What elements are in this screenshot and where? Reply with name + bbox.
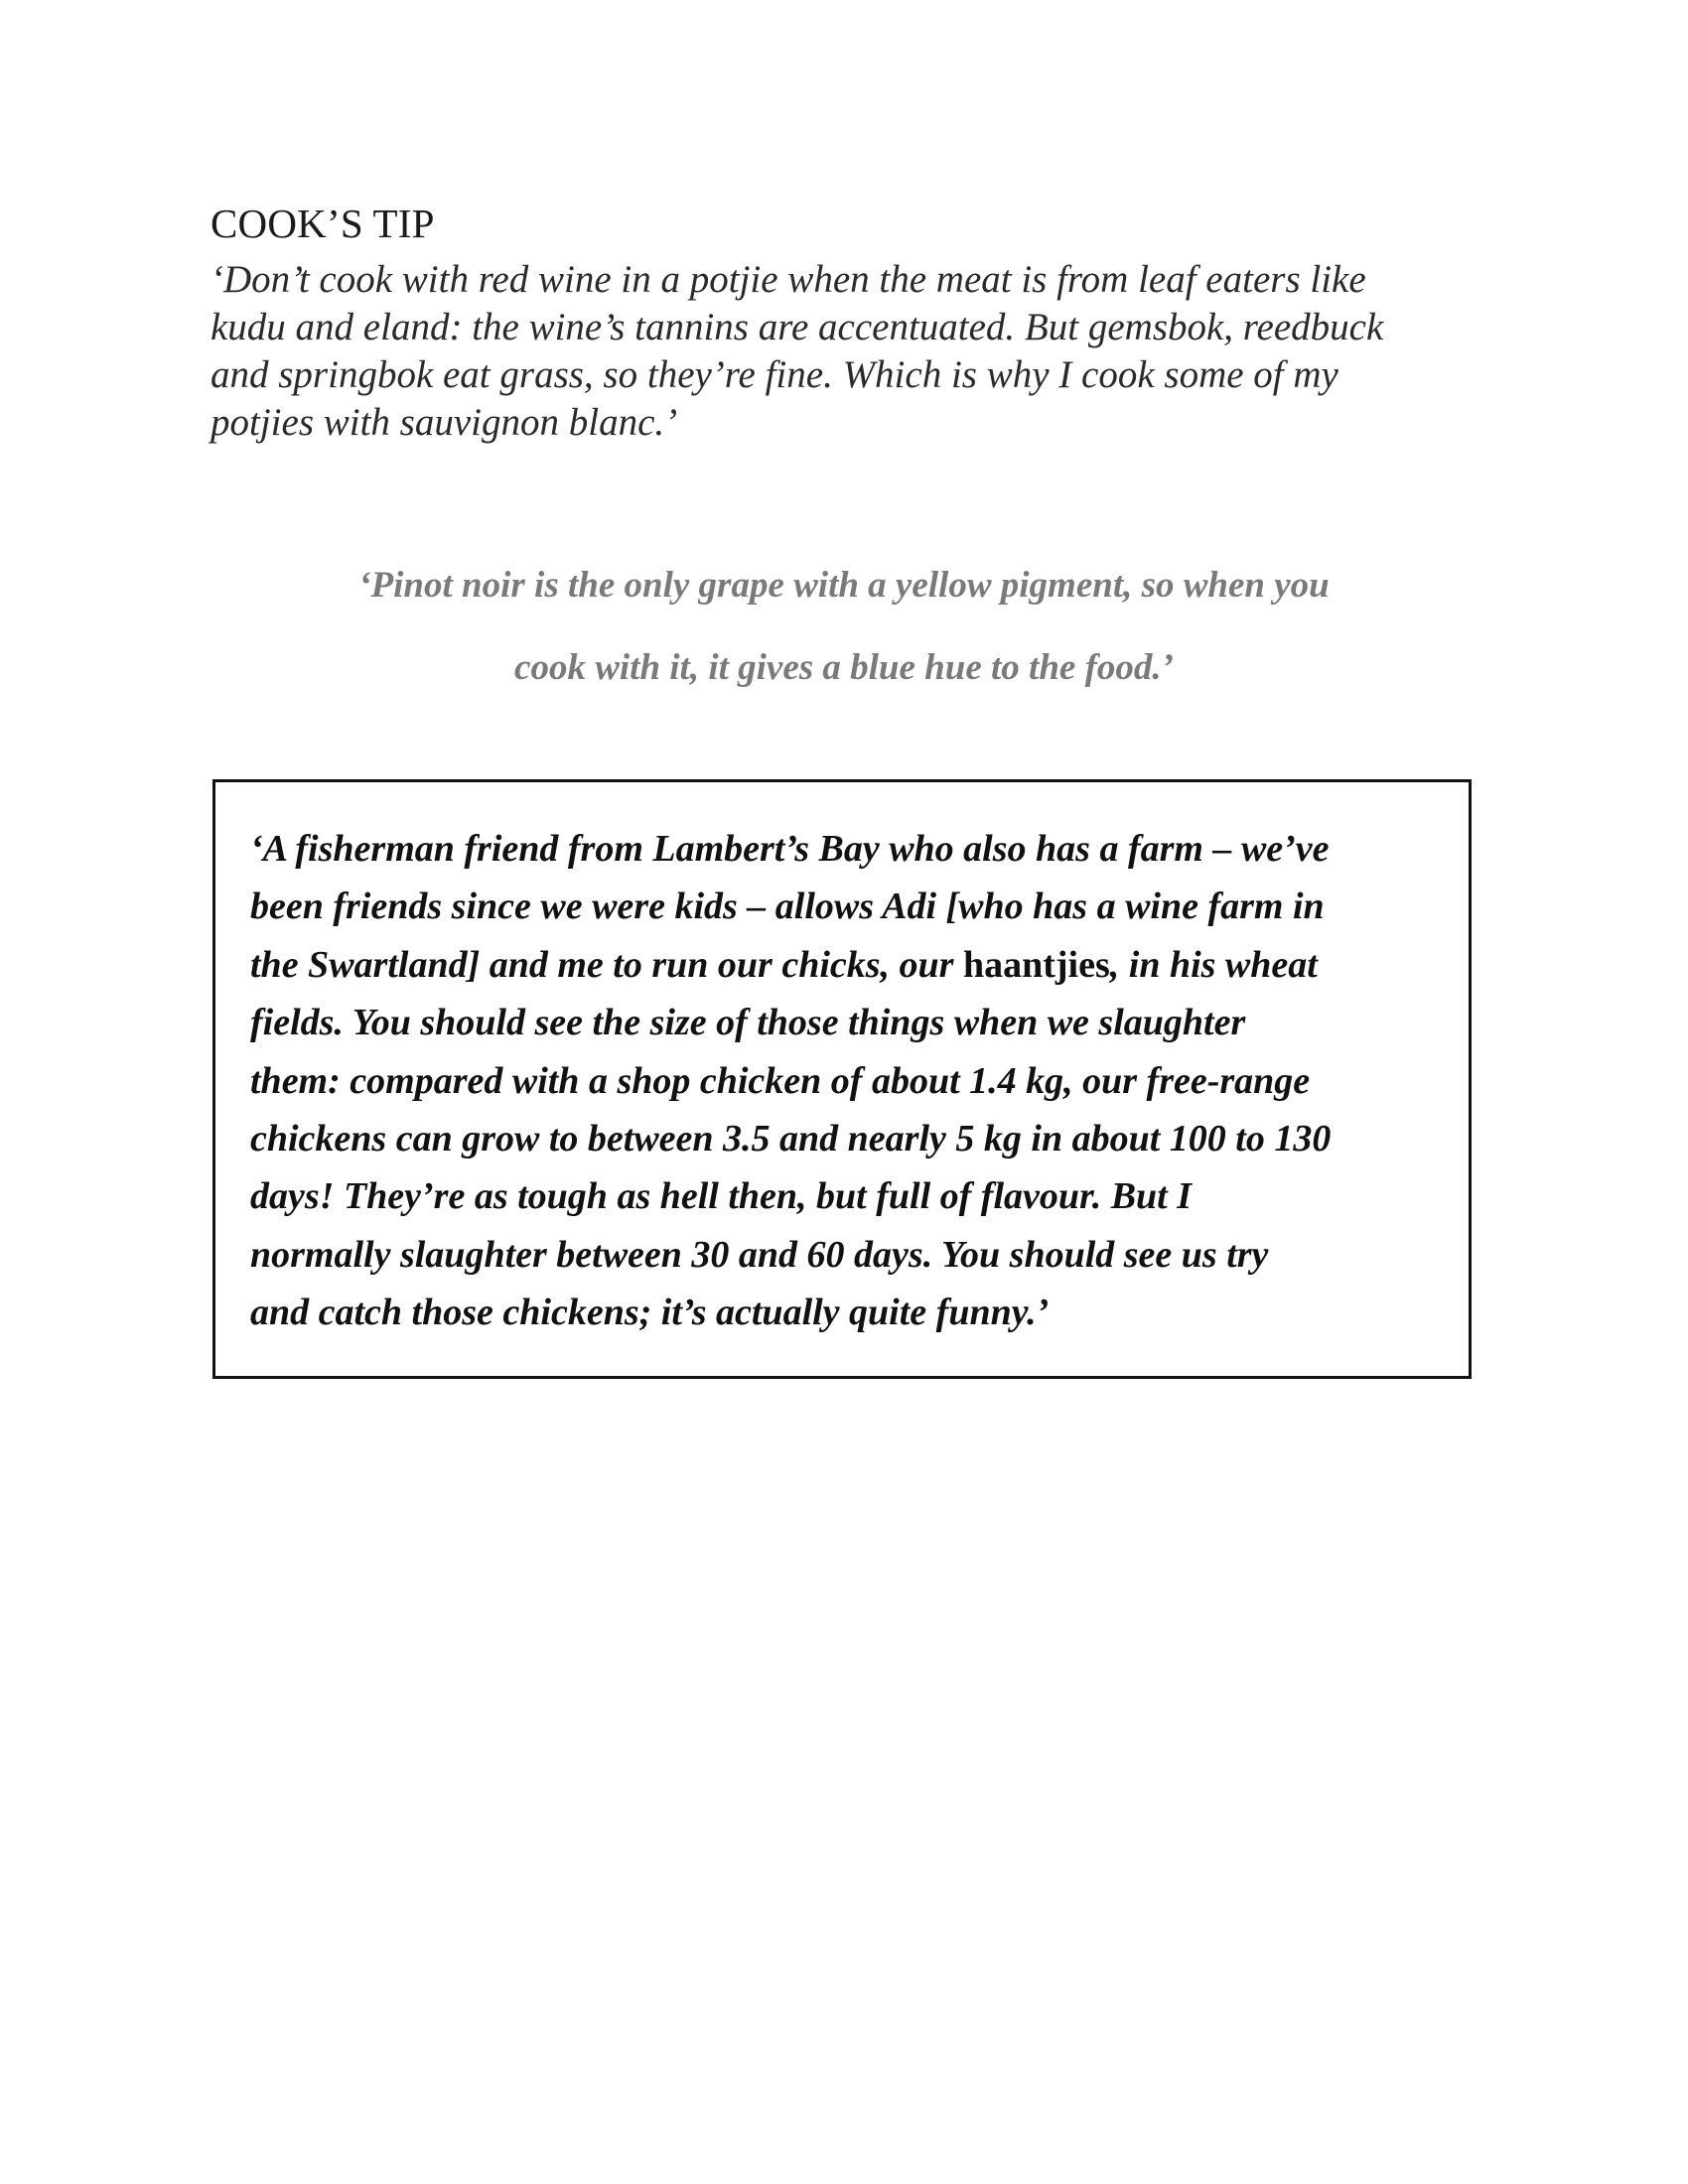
boxed-quote-line: them: compared with a shop chicken of about 1.4 kg, our free-range [250,1059,1311,1102]
cooks-tip-line: kudu and eland: the wine’s tannins are accentuated. But gemsbok, reedbuck [211,306,1384,348]
boxed-quote-line [250,936,1452,994]
boxed-quote-fragment: , in his wheat [1109,943,1318,986]
pull-quote-line: ‘Pinot noir is the only grape with a yellow pigment, so when you [358,565,1330,606]
boxed-quote-line: and catch those chickens; it’s actually quite funny.’ [250,1292,1050,1334]
haantjies-term: haantjies [962,943,1110,986]
cooks-tip-text [211,256,1491,447]
cooks-tip-line: ‘Don’t cook with red wine in a potjie when the meat is from leaf eaters like [211,258,1366,301]
pull-quote [211,544,1477,709]
cooks-tip-line: potjies with sauvignon blanc.’ [211,401,678,444]
boxed-quote-line: normally slaughter between 30 and 60 days. You should see us try [250,1233,1269,1276]
boxed-quote-line: fields. You should see the size of those things when we slaughter [250,1002,1246,1044]
cooks-tip-heading: COOK’S TIP [211,201,435,246]
boxed-quote-line: days! They’re as tough as hell then, but full of flavour. But I [250,1175,1193,1218]
boxed-quote-line: been friends since we were kids – allows Adi [who has a wine farm in [250,886,1325,928]
pull-quote-line: cook with it, it gives a blue hue to the food.’ [514,647,1174,688]
boxed-quote-text [250,820,1452,1342]
boxed-quote-line: ‘A fisherman friend from Lambert’s Bay who also has a farm – we’ve [250,828,1330,870]
boxed-quote-line: chickens can grow to between 3.5 and nearly 5 kg in about 100 to 130 [250,1118,1332,1160]
boxed-quote-fragment: the Swartland] and me to run our chicks, our [250,943,963,986]
cooks-tip-line: and springbok eat grass, so they’re fine. Which is why I cook some of my [211,353,1338,396]
boxed-quote [212,779,1472,1379]
